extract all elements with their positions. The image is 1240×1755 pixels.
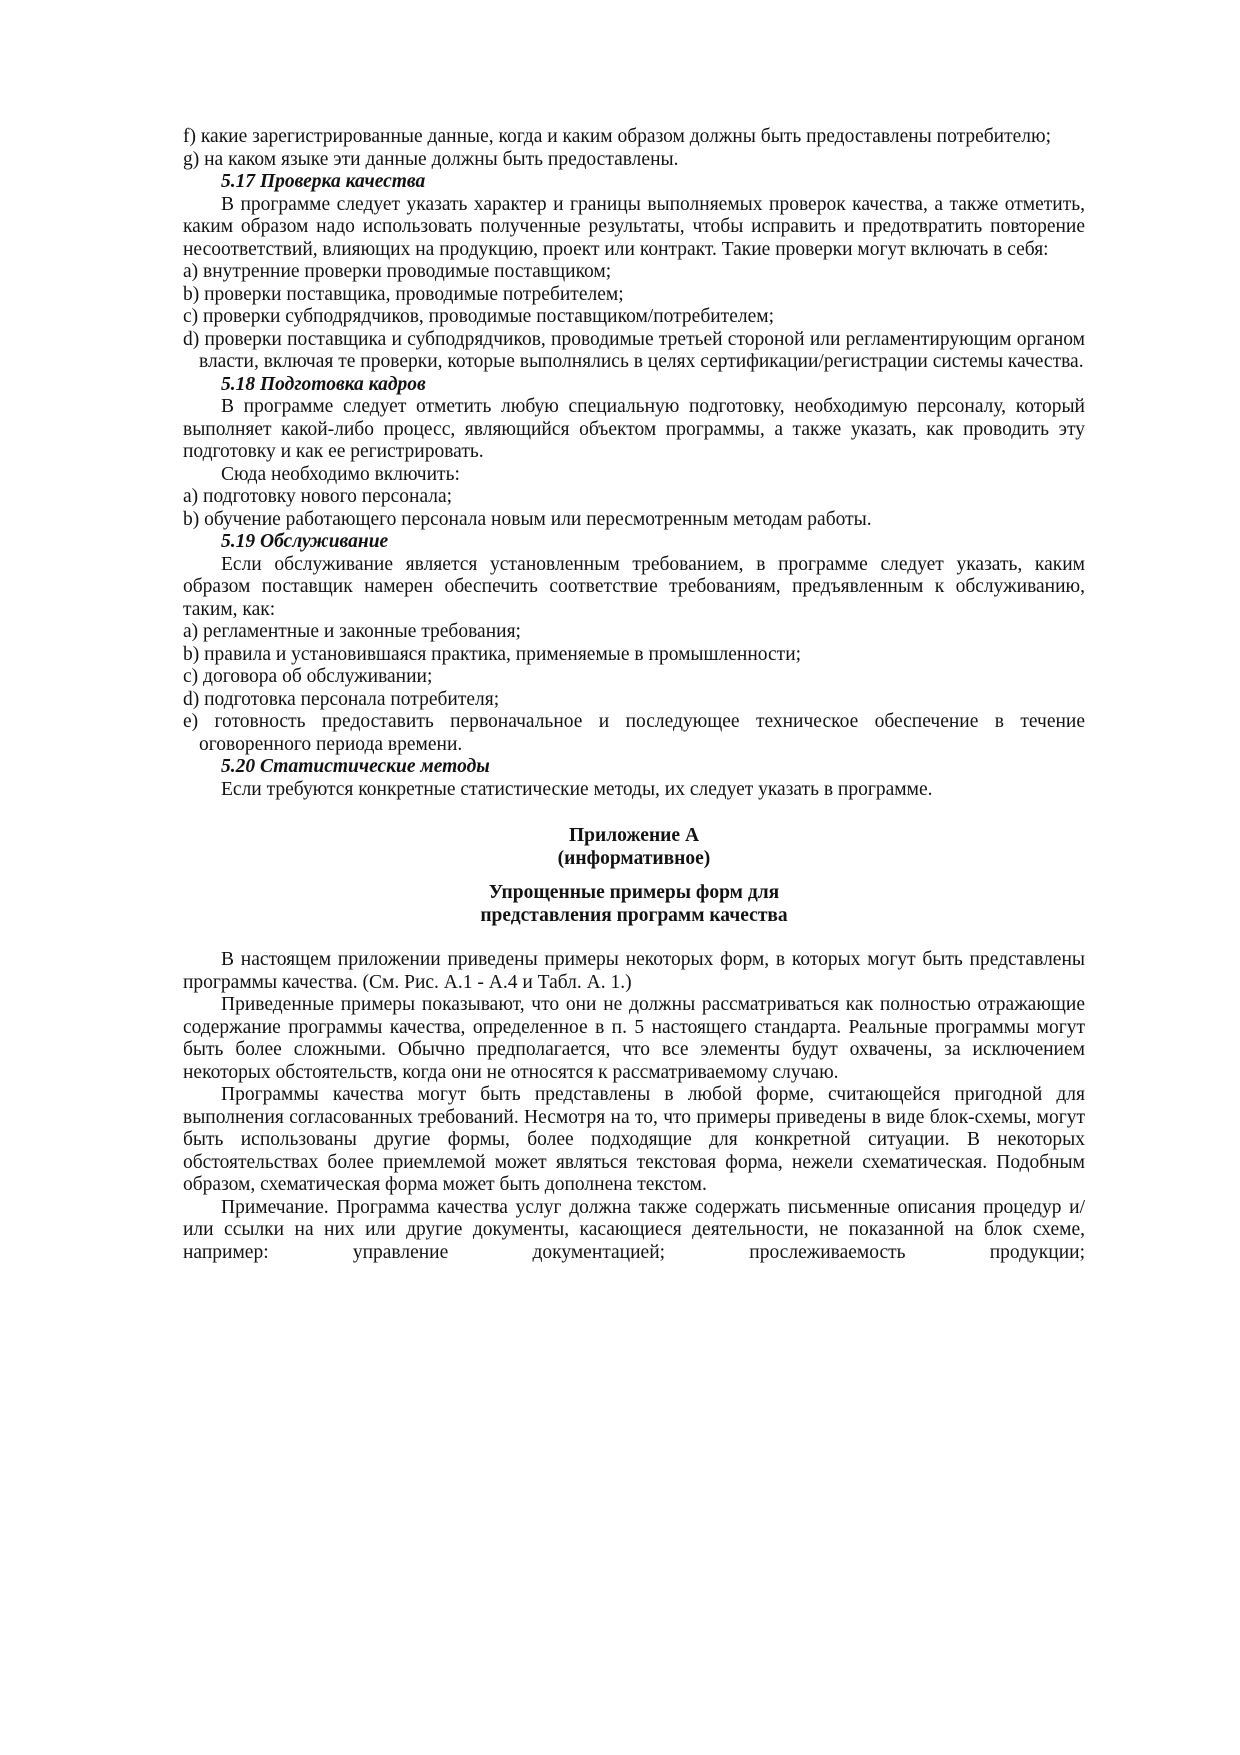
section-heading: 5.17 Проверка качества: [221, 171, 426, 192]
paragraph: В программе следует отметить любую специальную подготовку, необходимую персоналу, который выполняет какой-либо процесс, являющийся объектом программы, а также указать, как проводить эту подготовку и как ее регистрировать.: [183, 396, 1085, 462]
paragraph: Программы качества могут быть представлены в любой форме, считающейся пригодной для выполнения согласованных требований. Несмотря на то, что примеры приведены в виде блок-схемы, могут быть использованы другие формы, более подходящие для конкретной ситуации. В некоторых обстоятельствах более приемлемой может являться текстовая форма, нежели схематическая. Подобным образом, схематическая форма может быть дополнена текстом.: [183, 1084, 1085, 1195]
paragraph: Примечание. Программа качества услуг должна также содержать письменные описания процедур и/или ссылки на них или другие документы, касающиеся деятельности, не показанной на блок схеме, например: управление документацией; прослеживаемость продукции;: [183, 1196, 1085, 1263]
paragraph: Сюда необходимо включить:: [221, 463, 460, 485]
list-item-label: b): [183, 283, 200, 305]
list-item-label: b): [183, 643, 200, 665]
list-item-text: проверки поставщика и субподрядчиков, проводимые третьей стороной или регламентирующим органом власти, включая те проверки, которые выполнялись в целях сертификации/регистрации системы качества.: [199, 328, 1086, 372]
section-heading: 5.19 Обслуживание: [221, 531, 389, 552]
paragraph: Если требуются конкретные статистические методы, их следует указать в программе.: [221, 778, 933, 800]
centered-heading-line: Приложение А: [568, 825, 700, 846]
list-item-label: a): [183, 621, 199, 642]
list-item-label: a): [183, 486, 199, 507]
list-item: [183, 126, 1085, 149]
list-item-label: d): [183, 688, 200, 710]
list-item: [183, 261, 1085, 284]
list-item-label: e): [183, 711, 199, 732]
paragraph: Приведенные примеры показывают, что они не должны рассматриваться как полностью отражающие содержание программы качества, определенное в п. 5 настоящего стандарта. Реальные программы могут быть более сложными. Обычно предполагается, что все элементы будут охвачены, за исключением некоторых обстоятельств, когда они не относятся к рассматриваемому случаю.: [183, 994, 1085, 1083]
list-item: [183, 666, 1085, 689]
list-item: [183, 689, 1085, 712]
list-item: [183, 711, 1085, 756]
list-item: [183, 644, 1085, 667]
list-item-label: d): [183, 328, 200, 350]
list-item: [183, 486, 1085, 509]
list-item-text: внутренние проверки проводимые поставщиком;: [203, 261, 612, 282]
list-item: [183, 621, 1085, 644]
list-item-label: a): [183, 261, 199, 282]
list-item-label: g): [183, 148, 200, 170]
list-item-label: c): [183, 306, 199, 327]
list-item-text: договора об обслуживании;: [203, 666, 433, 687]
centered-heading: [183, 882, 1085, 927]
list-item-text: проверки субподрядчиков, проводимые поставщиком/потребителем;: [203, 306, 774, 327]
section-heading: 5.18 Подготовка кадров: [221, 373, 426, 395]
centered-heading-line: представления программ качества: [480, 904, 788, 926]
list-item: [183, 149, 1085, 172]
paragraph: Если обслуживание является установленным требованием, в программе следует указать, каким образом поставщик намерен обеспечить соответствие требованиям, предъявленным к обслуживанию, таким, как:: [183, 553, 1085, 620]
list-item-text: подготовка персонала потребителя;: [204, 688, 500, 710]
list-item: [183, 329, 1085, 374]
list-item-label: c): [183, 666, 199, 687]
list-item: [183, 509, 1085, 532]
list-item-text: на каком языке эти данные должны быть предоставлены.: [204, 148, 679, 170]
centered-heading-line: (информативное): [557, 847, 711, 869]
list-item-text: обучение работающего персонала новым или пересмотренным методам работы.: [204, 508, 872, 530]
list-item-text: правила и установившаяся практика, применяемые в промышленности;: [204, 643, 802, 665]
list-item-label: f): [183, 126, 196, 147]
section-heading: 5.20 Статистические методы: [221, 756, 490, 777]
list-item: [183, 306, 1085, 329]
list-item: [183, 284, 1085, 307]
list-item-text: какие зарегистрированные данные, когда и каким образом должны быть предоставлены потребителю;: [200, 126, 1051, 147]
list-item-text: проверки поставщика, проводимые потребителем;: [204, 283, 624, 305]
centered-heading: [183, 825, 1085, 870]
centered-heading-line: Упрощенные примеры форм для: [488, 882, 780, 903]
document-content: [183, 126, 1085, 1264]
paragraph: В настоящем приложении приведены примеры некоторых форм, в которых могут быть представлены программы качества. (См. Рис. А.1 - А.4 и Табл. А. 1.): [183, 949, 1085, 993]
list-item-text: подготовку нового персонала;: [203, 486, 453, 507]
list-item-text: готовность предоставить первоначальное и последующее техническое обеспечение в течение оговоренного периода времени.: [199, 711, 1086, 755]
list-item-label: b): [183, 508, 200, 530]
paragraph: В программе следует указать характер и границы выполняемых проверок качества, а также отметить, каким образом надо использовать полученные результаты, чтобы исправить и предотвратить повторение несоответствий, влияющих на продукцию, проект или контракт. Такие проверки могут включать в себя:: [183, 193, 1085, 260]
list-item-text: регламентные и законные требования;: [203, 621, 521, 642]
